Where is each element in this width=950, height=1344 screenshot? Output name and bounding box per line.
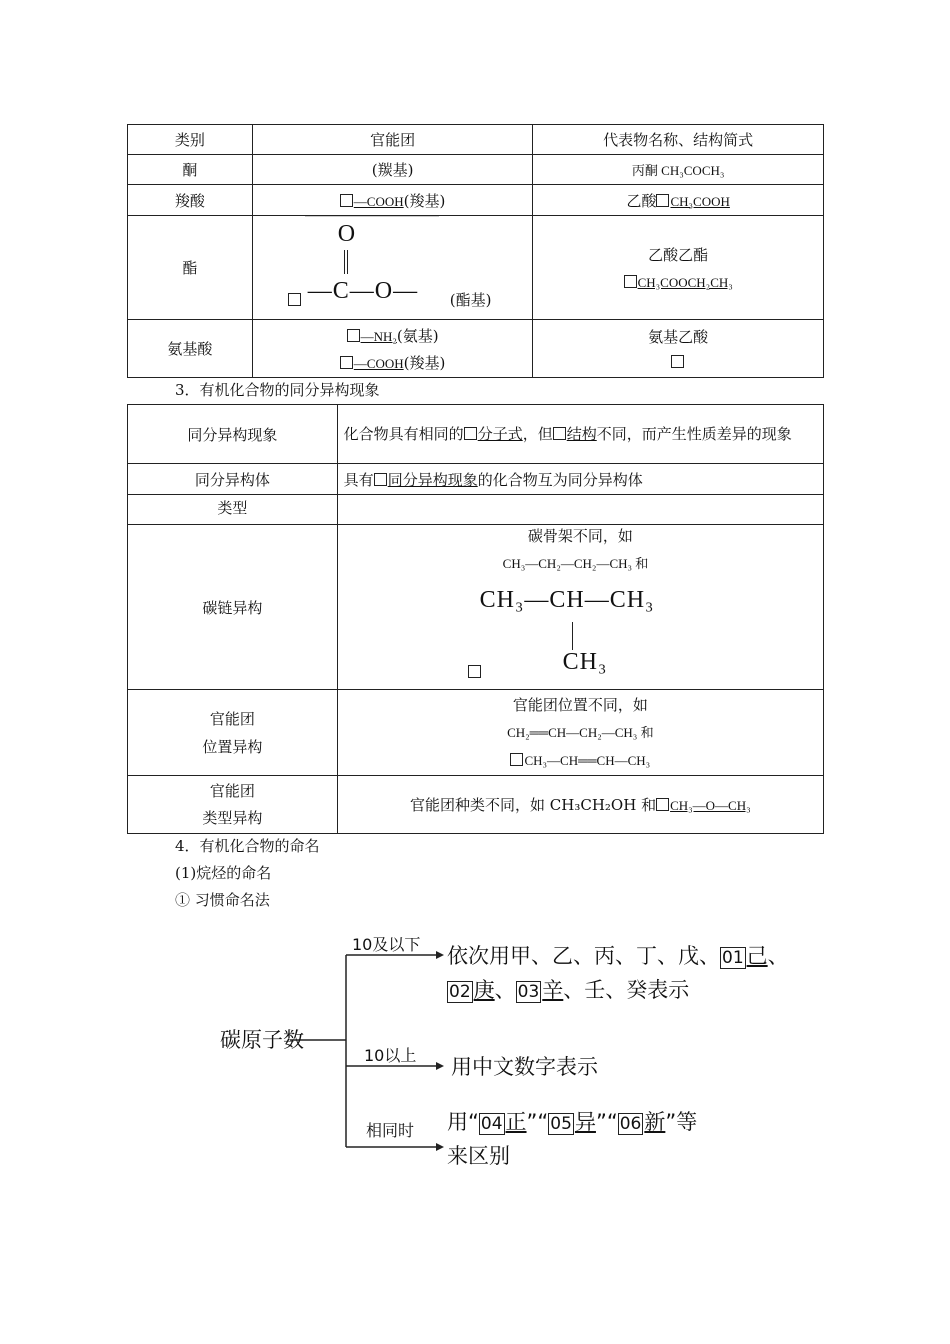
cell-category: 酮 (128, 155, 253, 185)
text: 位置异构 (202, 737, 263, 756)
answer-number: 05 (550, 1114, 572, 1134)
text: 类型异构 (202, 808, 263, 827)
answer-box-icon (553, 427, 566, 440)
branch-text: 来区别 (447, 1144, 510, 1168)
text: 官能团 (209, 709, 255, 728)
answer-text: 分子式 (477, 425, 523, 443)
text: ”“ (595, 1110, 618, 1134)
ester-oxygen: O (337, 221, 356, 247)
answer-number: 03 (517, 982, 540, 1002)
table-row (128, 495, 824, 525)
group-formula: —COOH (353, 193, 404, 209)
answer-box-icon (656, 194, 669, 207)
text: 化合物具有相同的 (343, 425, 464, 443)
cell-group (252, 185, 533, 216)
row-label: 同分异构现象 (128, 405, 338, 464)
answer-text: CH₃—O—CH₃ (670, 798, 751, 813)
group-name: (羧基) (403, 191, 446, 210)
answer-box-icon (671, 355, 684, 368)
row-content (337, 525, 823, 690)
cell-representative: 丙酮 CH₃COCH₃ (533, 155, 824, 185)
group-name: (羧基) (403, 353, 446, 372)
rep-name: 乙酸乙酯 (648, 246, 709, 264)
answer-box-icon (374, 473, 387, 486)
section-heading: 4．有机化合物的命名 (175, 837, 320, 855)
text: 、 (494, 978, 516, 1002)
answer-text: 己 (746, 944, 768, 968)
branch-label: 相同时 (366, 1121, 415, 1140)
isobutane-main-chain: CH₃—CH—CH₃ (479, 587, 655, 613)
sub-heading: (1)烷烃的命名 (175, 864, 272, 882)
isomer-table (127, 404, 824, 834)
group-name: (酯基) (449, 291, 492, 309)
answer-number: 06 (619, 1114, 642, 1134)
answer-text: 庚 (473, 978, 495, 1002)
branch-label: 10及以下 (352, 935, 421, 954)
formula: CH₃—CH══CH—CH₃ (524, 752, 651, 768)
table-row (128, 525, 824, 690)
header-representative: 代表物名称、结构简式 (533, 125, 824, 155)
rep-name: 氨基乙酸 (648, 328, 709, 346)
formula: CH₃—CH₂—CH₂—CH₃ 和 (502, 556, 649, 571)
cell-category: 酯 (128, 216, 253, 320)
answer-number: 01 (722, 948, 744, 968)
text: 官能团 (209, 781, 255, 800)
answer-text: 正 (505, 1110, 527, 1134)
table-row (128, 776, 824, 834)
double-bond (344, 250, 348, 274)
branch-text (447, 1106, 697, 1138)
rep-formula: CH₃COOH (670, 193, 730, 209)
cell-category: 氨基酸 (128, 320, 253, 378)
answer-box-icon (656, 798, 669, 811)
text: 用“ (447, 1110, 479, 1134)
cell-category: 羧酸 (128, 185, 253, 216)
table-row (128, 185, 824, 216)
row-content (337, 776, 823, 834)
branch-label: 10以上 (364, 1046, 417, 1065)
text: 具有 (343, 470, 374, 489)
cell-group (252, 216, 533, 320)
answer-box-icon (340, 194, 353, 207)
functional-group-table (127, 124, 824, 378)
answer-number: 02 (449, 982, 471, 1002)
answer-text: 结构 (566, 425, 597, 443)
answer-box-icon (340, 356, 353, 369)
answer-text: 新 (644, 1110, 666, 1134)
branch-text (447, 974, 689, 1006)
table-row (128, 216, 824, 320)
cell-representative (533, 320, 824, 378)
answer-text: 异 (574, 1110, 596, 1134)
isobutane-branch: CH₃ (562, 649, 608, 675)
group-formula: —COOH (353, 355, 404, 371)
cell-representative (533, 216, 824, 320)
row-content (337, 690, 823, 776)
table-row (128, 405, 824, 464)
group-name: (氨基) (396, 326, 439, 345)
ester-structure: —C—O— (307, 278, 419, 304)
answer-text: 辛 (542, 978, 564, 1002)
answer-box-icon (288, 293, 301, 306)
header-group: 官能团 (252, 125, 533, 155)
cell-representative (533, 185, 824, 216)
row-label (128, 690, 338, 776)
rep-name: 乙酸 (626, 191, 657, 210)
cell-group (252, 320, 533, 378)
diagram-root: 碳原子数 (220, 1028, 304, 1052)
answer-box-icon (468, 665, 481, 678)
row-label: 类型 (128, 495, 338, 525)
section-heading: 3．有机化合物的同分异构现象 (175, 381, 380, 399)
branch-text (447, 940, 789, 972)
text: 官能团位置不同，如 (512, 695, 648, 714)
cell-group: (羰基) (252, 155, 533, 185)
row-content (337, 405, 823, 464)
answer-box-icon (464, 427, 477, 440)
text: ”等 (665, 1110, 698, 1134)
table-row (128, 690, 824, 776)
branch-text: 用中文数字表示 (451, 1055, 598, 1079)
row-label: 碳链异构 (128, 525, 338, 690)
text: 不同，而产生性质差异的现象 (596, 425, 792, 443)
text: ”“ (526, 1110, 549, 1134)
formula: CH₂══CH—CH₂—CH₃ 和 (507, 724, 654, 740)
text: 碳骨架不同，如 (527, 527, 633, 545)
text: 、壬、癸表示 (563, 978, 690, 1002)
text: 、 (767, 944, 789, 968)
text: 依次用甲、乙、丙、丁、戊、 (447, 944, 720, 968)
answer-box-icon (624, 275, 637, 288)
table-row (128, 320, 824, 378)
table-row (128, 464, 824, 495)
group-formula: —NH₂ (360, 328, 397, 344)
answer-box-icon (510, 753, 523, 766)
answer-number: 04 (480, 1114, 503, 1134)
row-label: 同分异构体 (128, 464, 338, 495)
sub-heading: ① 习惯命名法 (175, 891, 270, 909)
answer-box-icon (347, 329, 360, 342)
row-content (337, 464, 823, 495)
header-category: 类别 (128, 125, 253, 155)
answer-text: 同分异构现象 (387, 470, 478, 489)
row-label (128, 776, 338, 834)
text: ，但 (522, 425, 553, 443)
table-row (128, 155, 824, 185)
rep-formula: CH₃COOCH₂CH₃ (637, 275, 733, 290)
row-content (337, 495, 823, 525)
table-row (128, 125, 824, 155)
text: 官能团种类不同，如 CH₃CH₂OH 和 (410, 796, 657, 814)
text: 的化合物互为同分异构体 (477, 470, 643, 489)
branch-bond (572, 622, 573, 650)
